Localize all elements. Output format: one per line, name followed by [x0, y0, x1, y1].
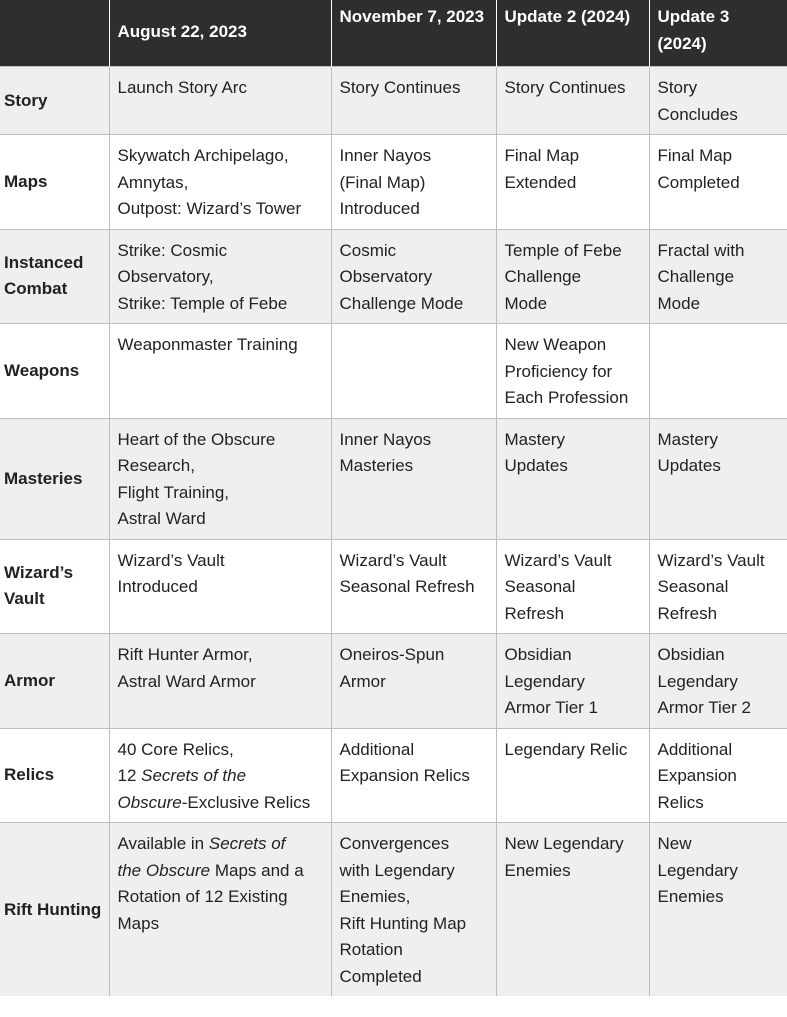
title-emphasis: the Obscure: [117, 860, 211, 880]
cell-line: the Obscure Maps and a: [117, 860, 304, 880]
table-cell-update-3: [649, 324, 787, 419]
cell-line: Convergences: [339, 834, 450, 853]
table-cell-nov-2023: [331, 823, 496, 997]
table-cell-update-3: [649, 67, 787, 135]
row-label: Maps: [0, 135, 109, 230]
title-emphasis: Secrets of the: [141, 766, 247, 785]
cell-line: Challenge: [657, 267, 735, 286]
table-cell-update-2: [496, 418, 649, 539]
cell-line: Legendary: [504, 671, 585, 691]
table-cell-aug-2023: [109, 324, 331, 419]
cell-line: Observatory: [339, 267, 433, 286]
table-cell-update-2: [496, 728, 649, 823]
cell-line: Amnytas,: [117, 172, 189, 192]
cell-line: Strike: Temple of Febe: [117, 293, 288, 313]
cell-line: Additional: [657, 739, 733, 759]
cell-line: Wizard’s Vault: [117, 550, 225, 570]
table-cell-update-3: [649, 418, 787, 539]
cell-line: Challenge Mode: [339, 293, 464, 313]
cell-line: Legendary: [657, 671, 738, 691]
cell-line: Refresh: [504, 603, 565, 623]
cell-line: Refresh: [657, 603, 718, 623]
cell-line: Wizard’s Vault: [504, 550, 612, 570]
cell-line: Story Continues: [504, 78, 626, 97]
cell-line: Masteries: [339, 456, 414, 475]
cell-line: Weaponmaster Training: [117, 335, 298, 354]
table-row: [0, 823, 787, 997]
table-cell-update-3: [649, 728, 787, 823]
table-cell-update-2: [496, 135, 649, 230]
table-row: [0, 67, 787, 135]
cell-line: 40 Core Relics,: [117, 739, 234, 759]
table-cell-nov-2023: [331, 634, 496, 729]
cell-line: Launch Story Arc: [117, 78, 247, 97]
table-cell-aug-2023: [109, 823, 331, 997]
cell-line: Introduced: [117, 577, 198, 596]
cell-line: Inner Nayos: [339, 429, 432, 449]
cell-line: Expansion: [657, 766, 737, 785]
row-label: Wizard’s Vault: [0, 539, 109, 634]
cell-line: Cosmic: [339, 240, 397, 260]
table-cell-nov-2023: [331, 324, 496, 419]
row-label: Masteries: [0, 418, 109, 539]
cell-line: Heart of the Obscure: [117, 429, 276, 449]
cell-line: Final Map: [504, 146, 580, 165]
table-cell-update-2: [496, 67, 649, 135]
table-row: [0, 229, 787, 324]
column-header-aug-2023: August 22, 2023: [109, 0, 331, 67]
cell-line: Obsidian: [657, 645, 725, 664]
cell-line: Wizard’s Vault: [657, 550, 765, 570]
cell-line: Temple of Febe: [504, 240, 622, 260]
cell-line: Rift Hunting Map: [339, 913, 467, 933]
cell-line: Obscure-Exclusive Relics: [117, 792, 311, 812]
cell-line: Story Concludes: [657, 78, 738, 124]
cell-line: Research,: [117, 456, 195, 475]
table-cell-nov-2023: [331, 539, 496, 634]
cell-line: Inner Nayos: [339, 146, 432, 165]
cell-line: Story Continues: [339, 78, 461, 97]
cell-line: Outpost: Wizard’s Tower: [117, 199, 302, 218]
table-row: [0, 634, 787, 729]
cell-line: Armor: [339, 671, 386, 691]
cell-line: Available in Secrets of: [117, 834, 286, 853]
cell-line: Strike: Cosmic: [117, 240, 228, 260]
cell-line: (Final Map): [339, 172, 426, 192]
title-emphasis: Secrets of: [208, 834, 286, 853]
cell-line: Mastery: [657, 429, 718, 449]
table-cell-aug-2023: [109, 634, 331, 729]
cell-line: Each Profession: [504, 388, 629, 407]
cell-line: Rotation of 12 Existing: [117, 887, 288, 906]
cell-line: Proficiency for: [504, 361, 613, 381]
cell-line: Astral Ward Armor: [117, 671, 256, 691]
cell-line: Enemies: [657, 887, 724, 906]
cell-line: Rotation: [339, 940, 403, 959]
table-row: [0, 728, 787, 823]
cell-line: Obsidian: [504, 645, 572, 664]
table-cell-nov-2023: [331, 135, 496, 230]
cell-line: Extended: [504, 172, 577, 192]
table-row: [0, 418, 787, 539]
cell-line: Flight Training,: [117, 482, 229, 502]
table-cell-update-2: [496, 823, 649, 997]
table-cell-update-2: [496, 229, 649, 324]
table-cell-update-3: [649, 229, 787, 324]
cell-line: Updates: [504, 456, 568, 475]
cell-line: Oneiros-Spun: [339, 645, 445, 664]
cell-line: New Legendary: [504, 834, 624, 853]
cell-line: Wizard’s Vault: [339, 550, 447, 570]
cell-line: Fractal with: [657, 240, 745, 260]
cell-line: Mode: [657, 293, 701, 313]
cell-line: Completed: [339, 966, 422, 986]
row-label: Relics: [0, 728, 109, 823]
row-label: Weapons: [0, 324, 109, 419]
column-header-update-3: Update 3 (2024): [649, 0, 787, 67]
table-cell-update-2: [496, 324, 649, 419]
table-cell-aug-2023: [109, 135, 331, 230]
cell-line: Completed: [657, 172, 740, 192]
cell-line: Enemies,: [339, 887, 411, 906]
column-header-update-2: Update 2 (2024): [496, 0, 649, 67]
cell-line: Seasonal: [504, 577, 576, 596]
table-cell-nov-2023: [331, 728, 496, 823]
table-cell-update-3: [649, 539, 787, 634]
cell-line: New Weapon: [504, 335, 607, 354]
header-row: [0, 0, 787, 67]
header-corner: [0, 0, 109, 67]
row-label: Armor: [0, 634, 109, 729]
cell-line: Maps: [117, 913, 160, 933]
cell-line: Seasonal: [657, 577, 729, 596]
table-cell-aug-2023: [109, 728, 331, 823]
table-cell-aug-2023: [109, 67, 331, 135]
cell-line: Astral Ward: [117, 509, 206, 528]
table-cell-update-2: [496, 634, 649, 729]
table-cell-nov-2023: [331, 67, 496, 135]
cell-line: Legendary Relic: [504, 739, 628, 759]
table-row: [0, 539, 787, 634]
table-row: [0, 324, 787, 419]
table-row: [0, 135, 787, 230]
row-label: Instanced Combat: [0, 229, 109, 324]
cell-line: New: [657, 834, 692, 853]
cell-line: Final Map: [657, 146, 733, 165]
table-cell-nov-2023: [331, 229, 496, 324]
cell-line: Updates: [657, 456, 721, 475]
cell-line: Skywatch Archipelago,: [117, 146, 289, 165]
cell-line: Mastery: [504, 429, 565, 449]
cell-line: Challenge: [504, 267, 582, 286]
table-cell-aug-2023: [109, 539, 331, 634]
cell-line: Introduced: [339, 199, 420, 218]
table-body: [0, 67, 787, 997]
title-emphasis: Obscure: [117, 792, 182, 812]
cell-line: Observatory,: [117, 267, 214, 286]
cell-line: Mode: [504, 293, 548, 313]
cell-line: Rift Hunter Armor,: [117, 645, 253, 664]
cell-line: Relics: [657, 792, 704, 812]
cell-line: 12 Secrets of the: [117, 766, 247, 785]
cell-line: Armor Tier 2: [657, 698, 752, 717]
table-cell-update-3: [649, 634, 787, 729]
column-header-nov-2023: November 7, 2023: [331, 0, 496, 67]
table-cell-update-2: [496, 539, 649, 634]
table-cell-aug-2023: [109, 418, 331, 539]
cell-line: Additional: [339, 739, 415, 759]
row-label: Story: [0, 67, 109, 135]
table-cell-update-3: [649, 823, 787, 997]
row-label: Rift Hunting: [0, 823, 109, 997]
table-cell-nov-2023: [331, 418, 496, 539]
cell-line: Armor Tier 1: [504, 698, 599, 717]
cell-line: Expansion Relics: [339, 766, 470, 785]
cell-line: Legendary: [657, 860, 738, 880]
cell-line: with Legendary: [339, 860, 455, 880]
cell-line: Seasonal Refresh: [339, 577, 475, 596]
table-cell-aug-2023: [109, 229, 331, 324]
cell-line: Enemies: [504, 860, 571, 880]
table-cell-update-3: [649, 135, 787, 230]
